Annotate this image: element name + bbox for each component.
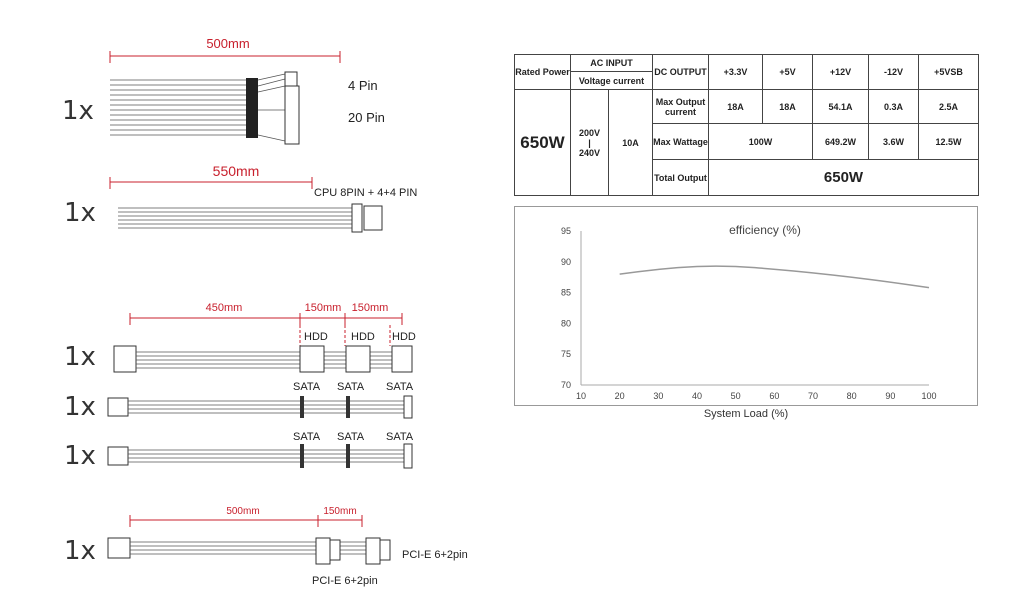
hdd-connector-1 [300, 346, 324, 372]
x-tick-label: 50 [730, 391, 741, 401]
chart-ticks [561, 226, 937, 401]
x-tick-label: 60 [769, 391, 780, 401]
cpu-length: 550mm [212, 163, 260, 179]
mw-12v: 649.2W [813, 124, 869, 160]
voltage-sep: | [588, 137, 591, 148]
sata2-label-3: SATA [386, 431, 414, 443]
pcie-connector-1b [330, 540, 340, 560]
max-output-current-label: Max Output current [653, 90, 709, 124]
voltage-value [571, 90, 609, 196]
sata2-connector-1 [300, 444, 304, 468]
hdd-label-1: HDD [304, 331, 328, 343]
cpu-label: CPU 8PIN + 4+4 PIN [314, 187, 418, 199]
sata1-label-2: SATA [337, 381, 365, 393]
y-tick-label: 80 [560, 318, 571, 329]
voltage-current-header: Voltage current [571, 72, 653, 90]
main-qty: 1x [62, 96, 94, 126]
rated-power-value: 650W [515, 90, 571, 196]
pcie-qty: 1x [64, 536, 96, 566]
x-tick-label: 40 [691, 391, 703, 401]
moc-5v: 18A [763, 90, 813, 124]
sata2-label-1: SATA [293, 431, 321, 443]
voltage-high: 240V [578, 147, 601, 158]
main-label-4pin: 4 Pin [348, 78, 378, 93]
sata2-qty: 1x [64, 441, 96, 471]
hdd-connector-3 [392, 346, 412, 372]
spec-table [514, 54, 979, 196]
x-tick-label: 10 [575, 391, 587, 401]
x-tick-label: 30 [653, 391, 664, 401]
pcie-psu-connector [108, 538, 130, 558]
x-tick-label: 100 [921, 391, 937, 401]
mw-5vsb: 12.5W [919, 124, 979, 160]
x-tick-label: 80 [846, 391, 857, 401]
moc-neg12v: 0.3A [869, 90, 919, 124]
hdd-label-3: HDD [392, 331, 416, 343]
y-tick-label: 90 [560, 256, 571, 267]
main-atx-cable [110, 74, 285, 141]
sata1-label-1: SATA [293, 381, 321, 393]
hdd-connector-2 [346, 346, 370, 372]
connector-20pin [285, 86, 299, 144]
cpu-qty: 1x [64, 198, 96, 228]
chart-xlabel-text: System Load (%) [703, 408, 789, 420]
sata1-connector-3 [404, 396, 412, 418]
sata1-psu-connector [108, 398, 128, 416]
rail-12v: +12V [813, 55, 869, 90]
max-wattage-label: Max Wattage [653, 124, 709, 160]
cpu-cable [118, 208, 352, 228]
sata2-connector-3 [404, 444, 412, 468]
chart-axes [581, 231, 929, 385]
connector-4pin [285, 72, 297, 86]
main-sleeve [246, 78, 258, 138]
mw-combined: 100W [709, 124, 813, 160]
hdd-length-c: 150mm [351, 302, 389, 314]
efficiency-chart-box [514, 206, 978, 406]
hdd-length-a: 450mm [205, 302, 243, 314]
rail-5v: +5V [763, 55, 813, 90]
total-output-value: 650W [709, 160, 979, 196]
hdd-psu-connector [114, 346, 136, 372]
dc-output-header: DC OUTPUT [653, 55, 709, 90]
y-tick-label: 95 [560, 226, 571, 236]
sata1-qty: 1x [64, 392, 96, 422]
pcie-connector-1a [316, 538, 330, 564]
current-value: 10A [609, 90, 653, 196]
pcie-length-b: 150mm [323, 506, 357, 517]
sata2-psu-connector [108, 447, 128, 465]
pcie-label-right: PCI-E 6+2pin [402, 549, 468, 561]
y-tick-label: 85 [560, 287, 571, 298]
sata2-label-2: SATA [337, 431, 365, 443]
pcie-connector-2a [366, 538, 380, 564]
sata1-label-3: SATA [386, 381, 414, 393]
cpu-connector-a [352, 204, 362, 232]
efficiency-line [620, 266, 929, 288]
sata2-cable [128, 450, 408, 462]
pcie-label-bottom: PCI-E 6+2pin [312, 575, 378, 587]
moc-5vsb: 2.5A [919, 90, 979, 124]
voltage-low: 200V [578, 127, 601, 138]
hdd-qty: 1x [64, 342, 96, 372]
moc-3v3: 18A [709, 90, 763, 124]
y-tick-label: 70 [560, 380, 571, 390]
pcie-length-a: 500mm [226, 506, 260, 517]
x-tick-label: 90 [885, 391, 896, 401]
sata1-connector-1 [300, 396, 304, 418]
chart-title: efficiency (%) [729, 223, 801, 237]
cpu-connector-b [364, 206, 382, 230]
sata1-connector-2 [346, 396, 350, 418]
sata1-cable [128, 401, 408, 413]
y-tick-label: 75 [560, 349, 571, 360]
main-label-20pin: 20 Pin [348, 110, 385, 125]
x-tick-label: 20 [614, 391, 625, 401]
x-tick-label: 70 [807, 391, 819, 401]
pcie-connector-2b [380, 540, 390, 560]
moc-12v: 54.1A [813, 90, 869, 124]
mw-neg12v: 3.6W [869, 124, 919, 160]
hdd-label-2: HDD [351, 331, 375, 343]
efficiency-chart [515, 207, 977, 405]
rail-5vsb: +5VSB [919, 55, 979, 90]
sata2-connector-2 [346, 444, 350, 468]
main-length: 500mm [206, 36, 250, 51]
rated-power-header: Rated Power [515, 55, 571, 90]
rail-neg12v: -12V [869, 55, 919, 90]
chart-series [620, 266, 929, 288]
total-output-label: Total Output [653, 160, 709, 196]
hdd-length-b: 150mm [304, 302, 342, 314]
rail-3v3: +3.3V [709, 55, 763, 90]
ac-input-header: AC INPUT [571, 55, 653, 72]
